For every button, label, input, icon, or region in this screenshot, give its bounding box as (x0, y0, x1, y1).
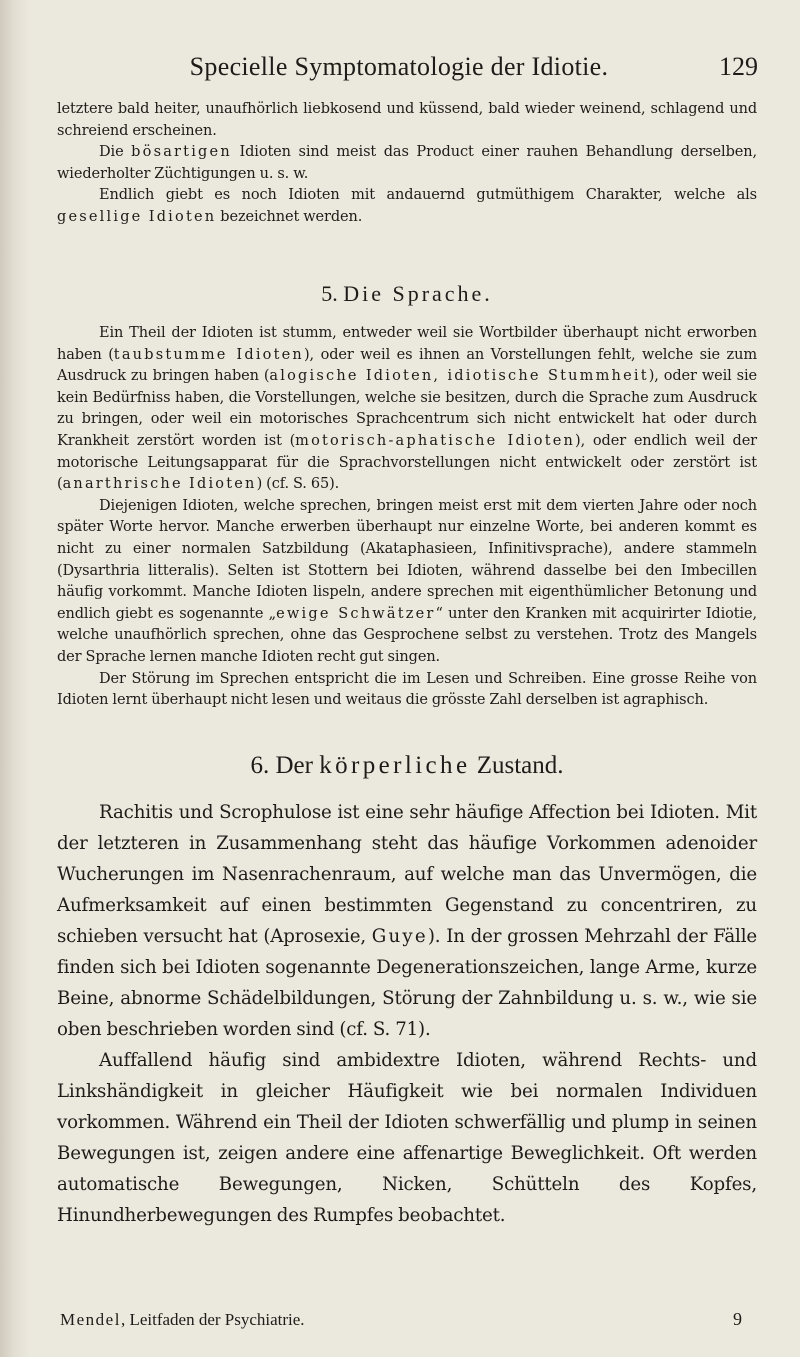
page-number: 129 (719, 52, 758, 81)
intro-text (57, 99, 757, 229)
paragraph: Auffallend häufig sind ambidextre Idioten, während Rechts- und Linkshändigkeit in gleicher Häufigkeit wie bei normalen Individuen vorkommen. Während ein Theil der Idioten schwerfällig und plump in seinen Bewegungen ist, zeigen andere eine affenartige Beweglichkeit. Oft werden automatische Bewegungen, Nicken, Schütteln des Kopfes, Hinundherbewegungen des Rumpfes beobachtet. (57, 1050, 757, 1226)
emphasis-spaced: motorisch-aphatische Idioten (295, 432, 576, 449)
footer-author: Mendel (60, 1310, 121, 1329)
footer-book-title: , Leitfaden der Psychiatrie. (120, 1310, 305, 1329)
emphasis-spaced: taubstumme Idioten (113, 346, 304, 363)
paragraph: Ein Theil der Idioten ist stumm, entweder weil sie Wortbilder überhaupt nicht erworben haben (taubstumme Idioten), oder weil es ihnen an Vorstellungen fehlt, welche sie zum Ausdruck zu bringen haben (alogische Idioten, idiotische Stummheit), oder weil sie kein Bedürfniss haben, die Vorstellungen, welche sie besitzen, durch die Sprache zum Ausdruck zu bringen, oder weil ein motorisches Sprachcentrum sich nicht entwickelt hat oder durch Krankheit zerstört worden ist (motorisch-aphatische Idioten), oder endlich weil der motorische Leitungsapparat für die Sprachvorstellungen nicht entwickelt oder zerstört ist (anarthrische Idioten) (cf. S. 65). (57, 325, 758, 493)
emphasis-spaced: alogische Idioten, idiotische Stummheit (269, 368, 649, 385)
emphasis-spaced: bösartigen (131, 144, 232, 161)
signature-mark: 9 (733, 1309, 742, 1329)
section-heading-sprache: 5. Die Sprache. (321, 281, 493, 306)
emphasis-spaced: gesellige Idioten (57, 208, 217, 225)
page-binding-shadow (0, 0, 30, 1357)
running-head-title: Specielle Symptomatologie der Idiotie. (189, 52, 609, 81)
emphasis-spaced: anarthrische Idioten (62, 476, 257, 493)
paragraph: Der Störung im Sprechen entspricht die im Lesen und Schreiben. Eine grosse Reihe von Idioten lernt überhaupt nicht lesen und weitaus die grösste Zahl derselben ist agraphisch. (57, 670, 757, 709)
paragraph: Endlich giebt es noch Idioten mit andauernd gutmüthigem Charakter, welche als gesellige Idioten bezeichnet werden. (57, 187, 757, 225)
paragraph: Rachitis und Scrophulose ist eine sehr häufige Affection bei Idioten. Mit der letzteren in Zusammenhang steht das häufige Vorkommen adenoider Wucherungen im Nasenrachenraum, auf welche man das Unvermögen, die Aufmerksamkeit auf einen bestimmten Gegenstand zu concentriren, zu schieben versucht hat (Aprosexie, Guye). In der grossen Mehrzahl der Fälle finden sich bei Idioten sogenannte Degenerationszeichen, lange Arme, kurze Beine, abnorme Schädelbildungen, Störung der Zahnbildung u. s. w., wie sie oben beschrieben worden sind (cf. S. 71). (57, 802, 757, 1040)
paragraph: Diejenigen Idioten, welche sprechen, bringen meist erst mit dem vierten Jahre oder noch später Worte hervor. Manche erwerben überhaupt nur einzelne Worte, bei anderen kommt es nicht zu einer normalen Satzbildung (Akataphasieen, Infinitivsprache), andere stammeln (Dysarthria litteralis). Selten ist Stottern bei Idioten, während dasselbe bei den Imbecillen häufig vorkommt. Manche Idioten lispeln, andere sprechen mit eigenthümlicher Betonung und endlich giebt es sogenannte „ewige Schwätzer“ unter den Kranken mit acquirirter Idiotie, welche unaufhörlich sprechen, ohne das Gesprochene selbst zu verstehen. Trotz des Mangels der Sprache lernen manche Idioten recht gut singen. (57, 497, 757, 665)
paragraph: letztere bald heiter, unaufhörlich liebkosend und küssend, bald wieder weinend, schlagend und schreiend erscheinen. (57, 101, 757, 139)
section-heading-koerperlicher-zustand: 6. Der körperliche Zustand. (250, 752, 564, 779)
section-zustand-body (57, 797, 757, 1231)
section-sprache-body (57, 323, 757, 712)
footer-imprint (60, 1310, 305, 1330)
emphasis-spaced: Guye (371, 926, 428, 947)
paragraph: Die bösartigen Idioten sind meist das Product einer rauhen Behandlung derselben, wiederholter Züchtigungen u. s. w. (57, 144, 757, 182)
emphasis-spaced: ewige Schwätzer (276, 605, 436, 622)
